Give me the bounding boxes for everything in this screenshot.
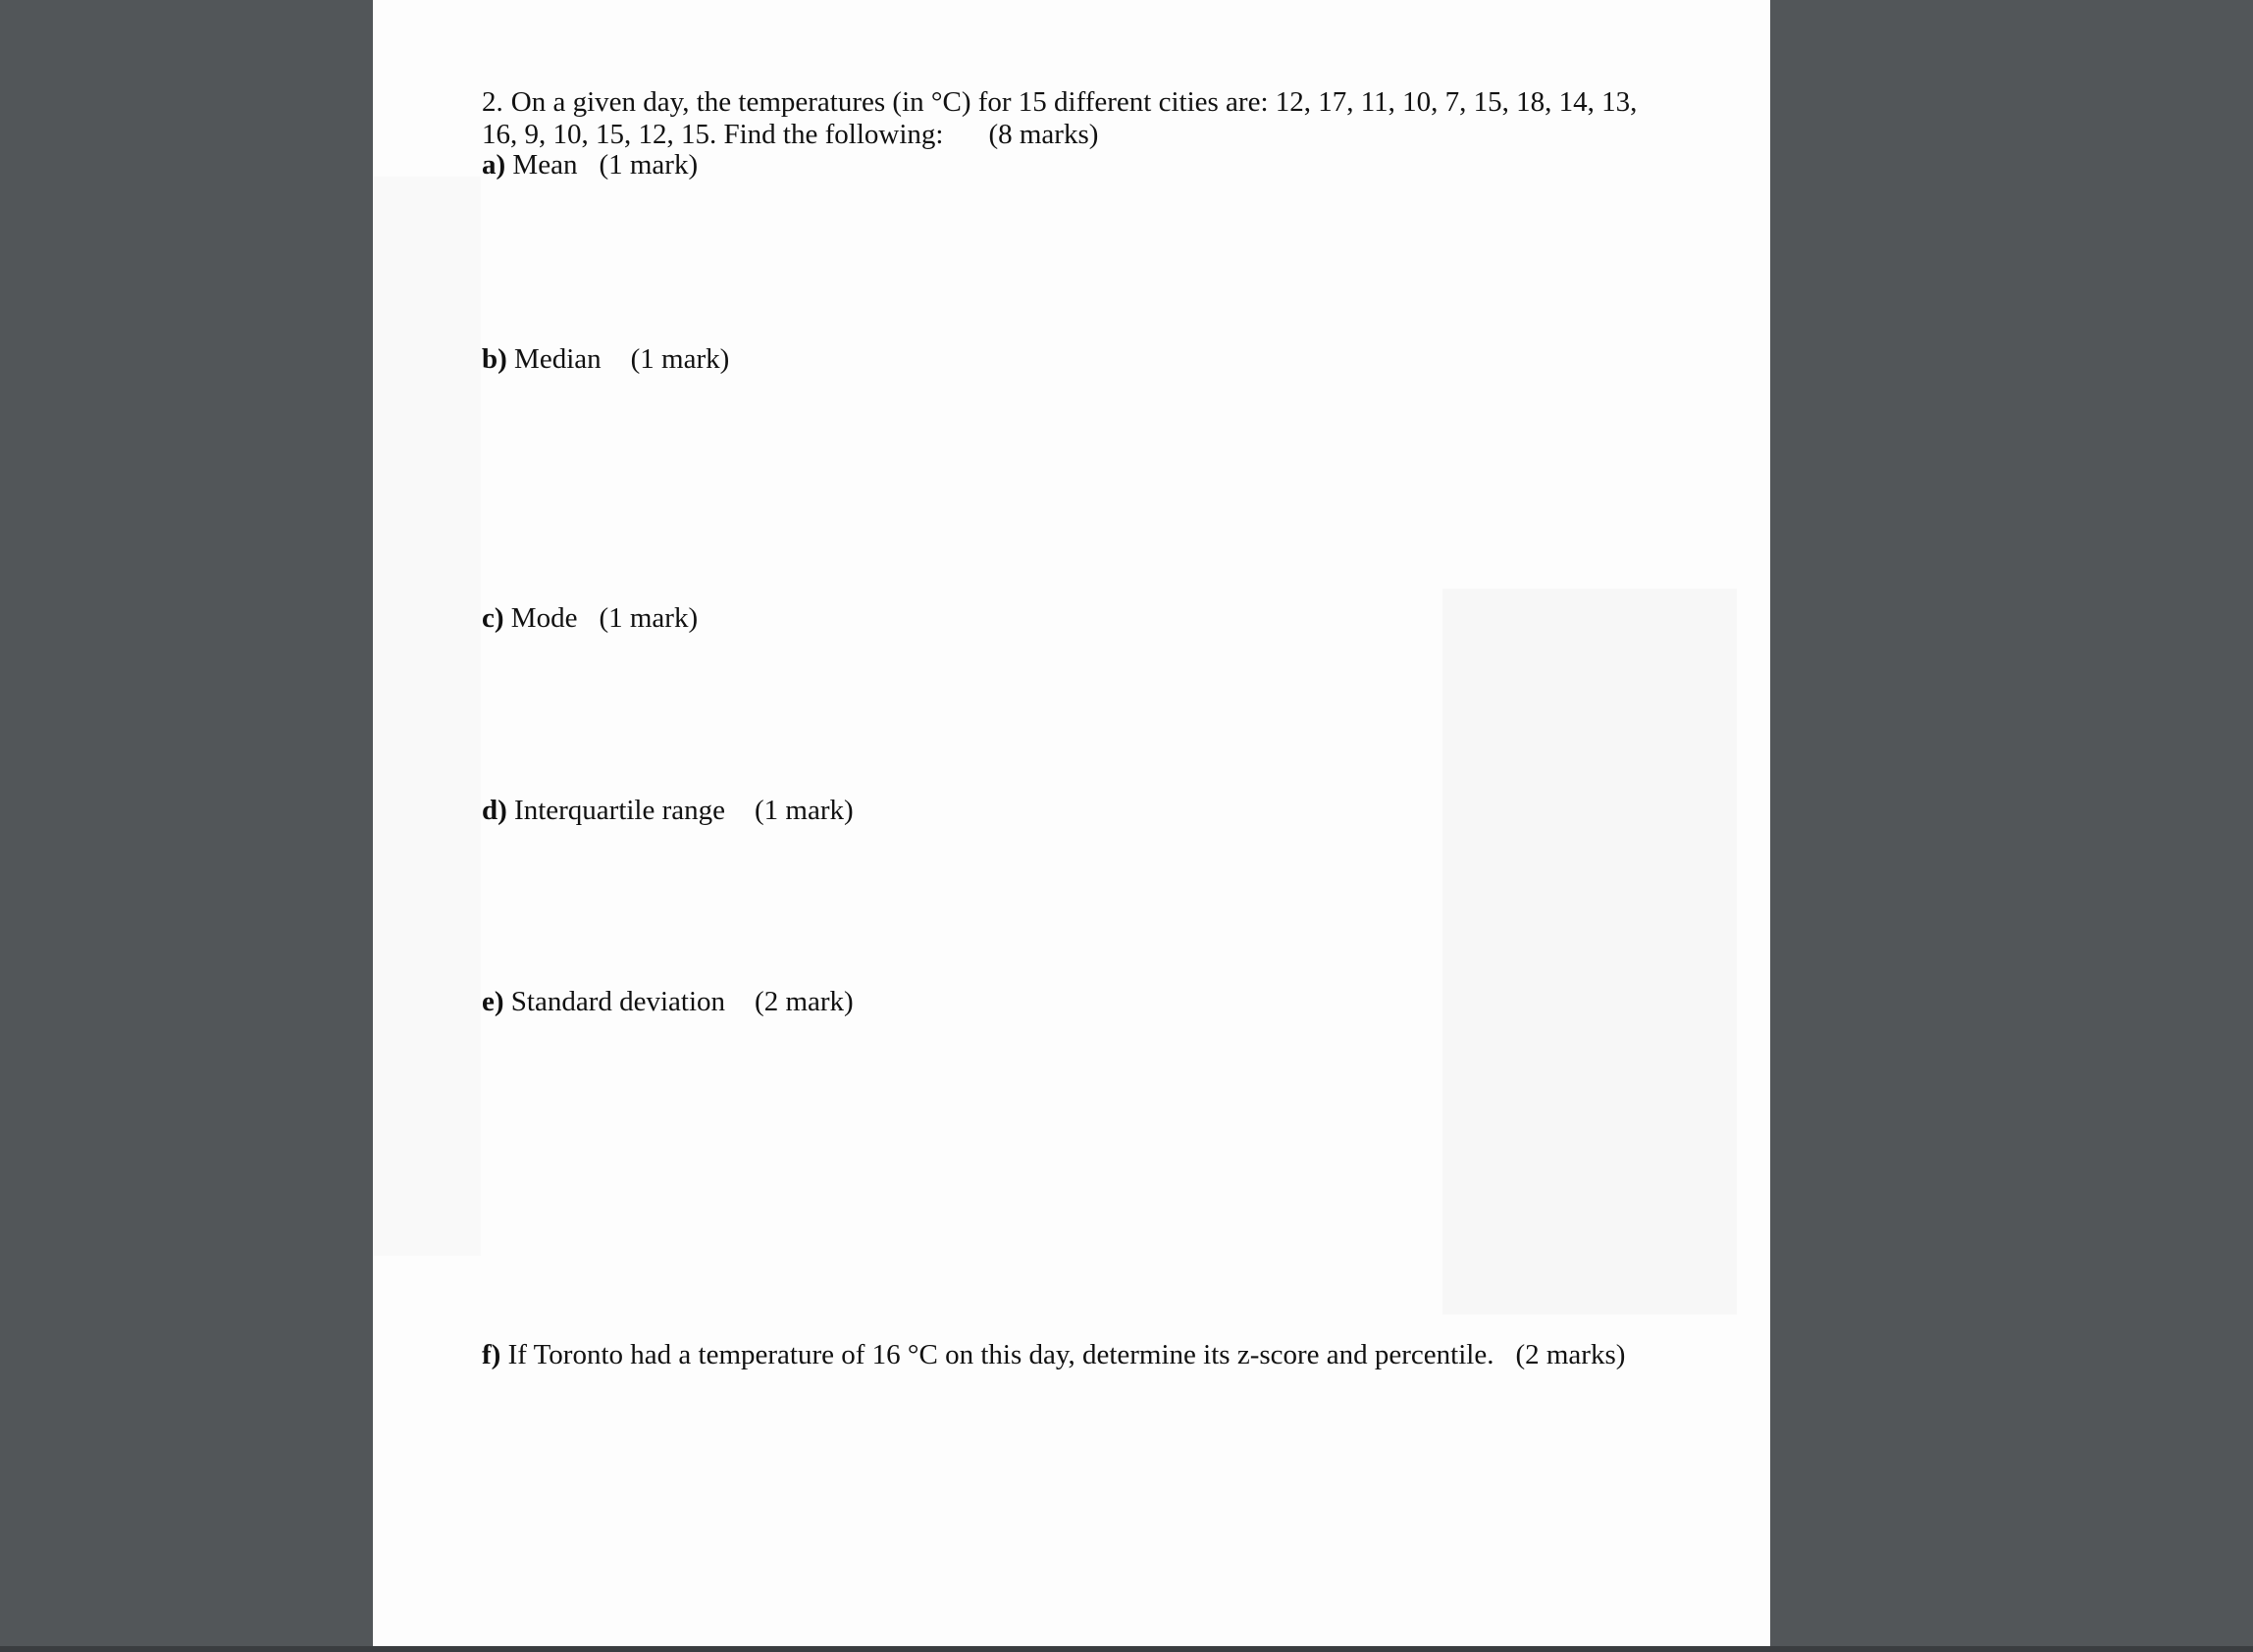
part-e-marks: (2 mark) bbox=[755, 986, 854, 1017]
viewer-bottom-edge bbox=[0, 1646, 2253, 1652]
part-a bbox=[482, 149, 698, 181]
part-c-marks: (1 mark) bbox=[599, 602, 699, 634]
scan-shadow bbox=[1442, 589, 1737, 1315]
part-c-label: c) bbox=[482, 602, 504, 634]
part-b bbox=[482, 343, 729, 375]
part-d-marks: (1 mark) bbox=[755, 795, 854, 826]
part-b-label: b) bbox=[482, 343, 507, 375]
question-stem-line2 bbox=[482, 119, 1098, 150]
part-c bbox=[482, 602, 698, 634]
part-b-text: Median bbox=[514, 343, 602, 375]
part-e-label: e) bbox=[482, 986, 504, 1017]
part-f-marks: (2 marks) bbox=[1515, 1339, 1626, 1370]
part-a-text: Mean bbox=[512, 149, 578, 181]
part-e bbox=[482, 986, 854, 1017]
part-e-text: Standard deviation bbox=[510, 986, 726, 1017]
question-total-marks: (8 marks) bbox=[988, 119, 1099, 150]
part-f-label: f) bbox=[482, 1339, 501, 1370]
part-a-label: a) bbox=[482, 149, 506, 181]
part-d-label: d) bbox=[482, 795, 507, 826]
part-c-text: Mode bbox=[510, 602, 578, 634]
scan-shadow-left bbox=[373, 177, 481, 1256]
part-d-text: Interquartile range bbox=[514, 795, 726, 826]
part-f-text: If Toronto had a temperature of 16 °C on this day, determine its z-score and percentile. bbox=[507, 1339, 1494, 1370]
part-d bbox=[482, 795, 854, 826]
question-stem-line1 bbox=[482, 86, 1637, 118]
question-stem-text-2: 16, 9, 10, 15, 12, 15. Find the following: bbox=[482, 119, 944, 150]
question-stem-text: On a given day, the temperatures (in °C) for 15 different cities are: 12, 17, 11, 10, 7, 15, 18, 14, 13, bbox=[510, 86, 1638, 118]
part-a-marks: (1 mark) bbox=[599, 149, 699, 181]
document-page bbox=[373, 0, 1770, 1646]
part-f bbox=[482, 1339, 1625, 1370]
question-number: 2. bbox=[482, 86, 503, 118]
part-b-marks: (1 mark) bbox=[630, 343, 730, 375]
